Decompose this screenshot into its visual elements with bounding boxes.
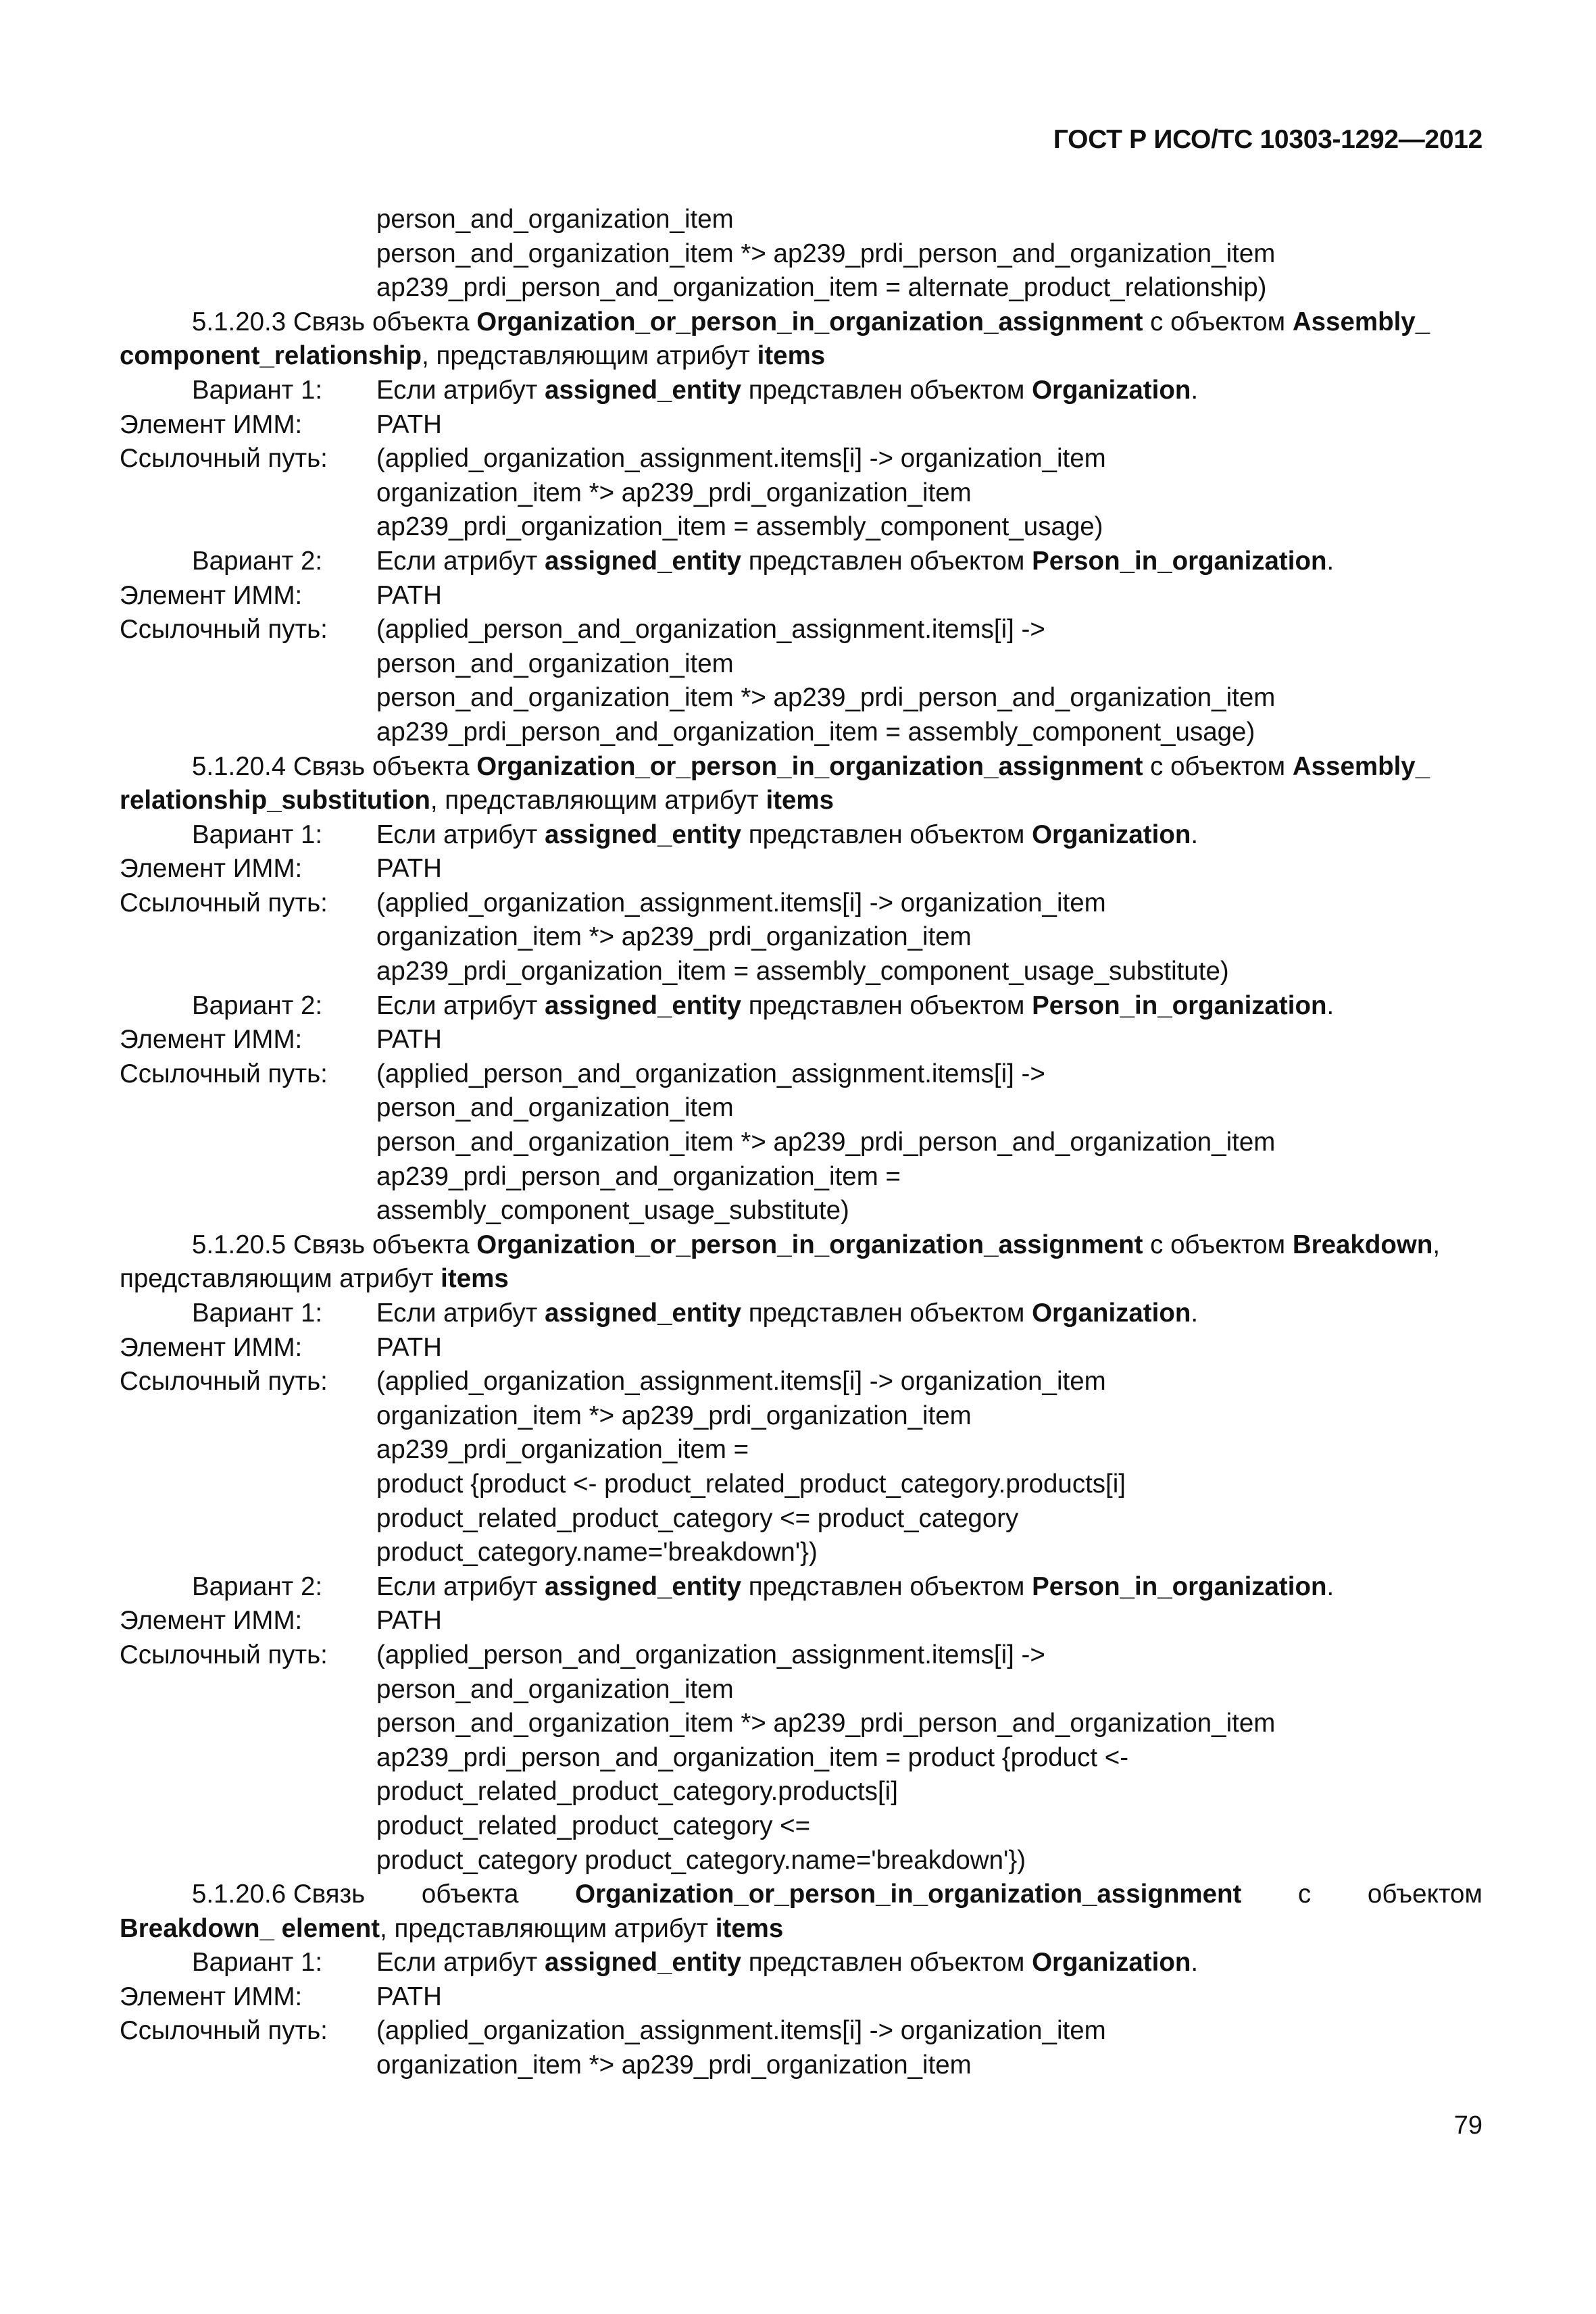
path-line: organization_item *> ap239_prdi_organization_item xyxy=(376,922,972,952)
section-heading-5-1-20-6: 5.1.20.6 Связь объекта Organization_or_person_in_organization_assignment с объектом xyxy=(192,1880,1482,1909)
path-line: ap239_prdi_organization_item = assembly_component_usage) xyxy=(376,512,1103,542)
element-row: Элемент ИММ: PATH xyxy=(120,854,442,884)
path-line: product {product <- product_related_product_category.products[i] xyxy=(376,1469,1126,1499)
section-heading-cont: component_relationship, представляющим атрибут items xyxy=(120,341,826,371)
section-heading-cont: Breakdown_ element, представляющим атрибут items xyxy=(120,1913,784,1943)
path-line: person_and_organization_item xyxy=(376,205,734,234)
element-row: Элемент ИММ: PATH xyxy=(120,1606,442,1636)
document-body xyxy=(120,203,1482,2083)
path-line: person_and_organization_item *> ap239_prdi_person_and_organization_item xyxy=(376,238,1276,268)
path-line: ap239_prdi_person_and_organization_item = alternate_product_relationship) xyxy=(376,273,1267,303)
variant-row: Вариант 1: Если атрибут assigned_entity представлен объектом Organization. xyxy=(120,374,1482,408)
page-number: 79 xyxy=(1453,2111,1482,2140)
path-line: ap239_prdi_person_and_organization_item = xyxy=(376,1161,901,1191)
ref-path-row: Ссылочный путь: (applied_organization_assignment.items[i] -> organization_item xyxy=(120,888,1106,917)
variant-row: Вариант 1: Если атрибут assigned_entity представлен объектом Organization. xyxy=(120,818,1482,853)
path-line: product_category product_category.name='breakdown'}) xyxy=(376,1845,1026,1875)
path-line: organization_item *> ap239_prdi_organization_item xyxy=(376,2051,972,2080)
path-line: product_category.name='breakdown'}) xyxy=(376,1538,818,1567)
element-row: Элемент ИММ: PATH xyxy=(120,1025,442,1055)
path-line: person_and_organization_item xyxy=(376,1674,734,1704)
variant-row: Вариант 2: Если атрибут assigned_entity представлен объектом Person_in_organization. xyxy=(120,989,1482,1024)
element-row: Элемент ИММ: PATH xyxy=(120,1982,442,2011)
variant-label: Вариант 1: xyxy=(192,375,323,405)
section-heading-5-1-20-4: 5.1.20.4 Связь объекта Organization_or_person_in_organization_assignment с объектом Assembly_ xyxy=(192,751,1430,781)
path-line: ap239_prdi_person_and_organization_item = assembly_component_usage) xyxy=(376,717,1255,747)
path-line: ap239_prdi_organization_item = xyxy=(376,1435,749,1465)
variant-row: Вариант 1: Если атрибут assigned_entity представлен объектом Organization. xyxy=(120,1946,1482,1980)
ref-path-row: Ссылочный путь: (applied_organization_assignment.items[i] -> organization_item xyxy=(120,1367,1106,1397)
variant-label: Вариант 1: xyxy=(192,1948,323,1978)
ref-path-row: Ссылочный путь: (applied_person_and_organization_assignment.items[i] -> xyxy=(120,1640,1045,1669)
ref-path-row: Ссылочный путь: (applied_organization_assignment.items[i] -> organization_item xyxy=(120,444,1106,474)
ref-path-row: Ссылочный путь: (applied_person_and_organization_assignment.items[i] -> xyxy=(120,1059,1045,1088)
ref-path-row: Ссылочный путь: (applied_person_and_organization_assignment.items[i] -> xyxy=(120,615,1045,645)
path-line: person_and_organization_item *> ap239_prdi_person_and_organization_item xyxy=(376,683,1276,713)
path-line: product_related_product_category <= xyxy=(376,1811,811,1840)
section-heading-5-1-20-5: 5.1.20.5 Связь объекта Organization_or_person_in_organization_assignment с объектом Breakdown, xyxy=(192,1230,1441,1259)
path-line: assembly_component_usage_substitute) xyxy=(376,1196,849,1226)
path-line: organization_item *> ap239_prdi_organization_item xyxy=(376,1401,972,1430)
path-line: person_and_organization_item *> ap239_prdi_person_and_organization_item xyxy=(376,1709,1276,1738)
path-line: person_and_organization_item *> ap239_prdi_person_and_organization_item xyxy=(376,1128,1276,1157)
variant-row: Вариант 2: Если атрибут assigned_entity представлен объектом Person_in_organization. xyxy=(120,1570,1482,1605)
section-heading-5-1-20-3: 5.1.20.3 Связь объекта Organization_or_person_in_organization_assignment с объектом Assembly_ xyxy=(192,307,1430,336)
element-row: Элемент ИММ: PATH xyxy=(120,409,442,439)
path-line: organization_item *> ap239_prdi_organization_item xyxy=(376,478,972,507)
path-line: person_and_organization_item xyxy=(376,649,734,678)
variant-label: Вариант 2: xyxy=(192,546,323,576)
variant-label: Вариант 2: xyxy=(192,990,323,1020)
variant-row: Вариант 1: Если атрибут assigned_entity представлен объектом Organization. xyxy=(120,1297,1482,1331)
path-line: ap239_prdi_organization_item = assembly_component_usage_substitute) xyxy=(376,957,1229,986)
path-line: product_related_product_category <= product_category xyxy=(376,1503,1019,1533)
variant-label: Вариант 1: xyxy=(192,820,323,849)
element-row: Элемент ИММ: PATH xyxy=(120,1332,442,1362)
variant-row: Вариант 2: Если атрибут assigned_entity представлен объектом Person_in_organization. xyxy=(120,545,1482,579)
section-heading-cont: представляющим атрибут items xyxy=(120,1264,509,1294)
path-line: person_and_organization_item xyxy=(376,1093,734,1123)
variant-label: Вариант 2: xyxy=(192,1571,323,1601)
ref-path-row: Ссылочный путь: (applied_organization_assignment.items[i] -> organization_item xyxy=(120,2016,1106,2046)
path-line: product_related_product_category.products[i] xyxy=(376,1777,898,1807)
document-code: ГОСТ Р ИСО/ТС 10303-1292—2012 xyxy=(1053,125,1482,154)
section-heading-cont: relationship_substitution, представляющим атрибут items xyxy=(120,786,834,815)
element-row: Элемент ИММ: PATH xyxy=(120,580,442,610)
variant-label: Вариант 1: xyxy=(192,1299,323,1328)
path-line: ap239_prdi_person_and_organization_item = product {product <- xyxy=(376,1742,1129,1772)
